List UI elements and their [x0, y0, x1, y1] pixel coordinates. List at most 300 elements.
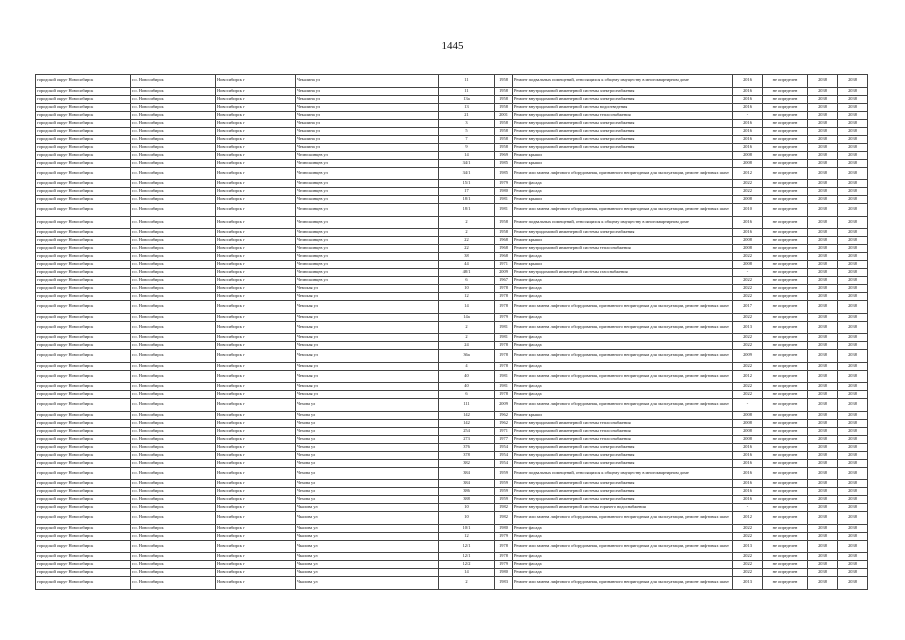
street-cell: Чекалина ул	[296, 111, 439, 119]
build-year-cell: 2009	[495, 399, 513, 412]
build-year-cell: 1959	[495, 496, 513, 504]
table-row	[36, 103, 868, 111]
municipality-cell: городской округ Новосибирск	[36, 362, 131, 370]
last-repair-year-cell: 2008	[733, 237, 763, 245]
status-cell: не определен	[763, 383, 808, 391]
status-cell: не определен	[763, 87, 808, 95]
locality-cell: Новосибирск г	[216, 143, 296, 151]
plan-end-cell: 2038	[838, 370, 868, 383]
district-cell: г.о. Новосибирск	[131, 167, 216, 180]
last-repair-year-cell: 2022	[733, 313, 763, 321]
district-cell: г.о. Новосибирск	[131, 285, 216, 293]
last-repair-year-cell: 2016	[733, 75, 763, 88]
municipality-cell: городской округ Новосибирск	[36, 435, 131, 443]
status-cell: не определен	[763, 391, 808, 399]
last-repair-year-cell: 2008	[733, 435, 763, 443]
status-cell: не определен	[763, 229, 808, 237]
table-row	[36, 135, 868, 143]
table-row	[36, 435, 868, 443]
status-cell: не определен	[763, 419, 808, 427]
house-number-cell: 142	[439, 411, 495, 419]
table-row	[36, 301, 868, 314]
district-cell: г.о. Новосибирск	[131, 277, 216, 285]
plan-start-cell: 2038	[808, 245, 838, 253]
street-cell: Чехова ул	[296, 443, 439, 451]
table-row	[36, 75, 868, 88]
municipality-cell: городской округ Новосибирск	[36, 383, 131, 391]
locality-cell: Новосибирск г	[216, 553, 296, 561]
street-cell: Челюскинцев ул	[296, 159, 439, 167]
district-cell: г.о. Новосибирск	[131, 253, 216, 261]
status-cell: не определен	[763, 569, 808, 577]
last-repair-year-cell: 2016	[733, 135, 763, 143]
table-row	[36, 204, 868, 217]
municipality-cell: городской округ Новосибирск	[36, 216, 131, 229]
status-cell: не определен	[763, 540, 808, 553]
street-cell: Чекалина ул	[296, 103, 439, 111]
plan-end-cell: 2038	[838, 561, 868, 569]
last-repair-year-cell: 2016	[733, 496, 763, 504]
build-year-cell: 1958	[495, 87, 513, 95]
work-type-cell: Ремонт фасада	[513, 285, 733, 293]
plan-start-cell: 2038	[808, 143, 838, 151]
plan-end-cell: 2038	[838, 411, 868, 419]
locality-cell: Новосибирск г	[216, 75, 296, 88]
last-repair-year-cell: 2022	[733, 285, 763, 293]
district-cell: г.о. Новосибирск	[131, 488, 216, 496]
house-number-cell: 5	[439, 127, 495, 135]
status-cell: не определен	[763, 135, 808, 143]
street-cell: Чемская ул	[296, 391, 439, 399]
district-cell: г.о. Новосибирск	[131, 383, 216, 391]
street-cell: Чкалова ул	[296, 553, 439, 561]
last-repair-year-cell: 2016	[733, 87, 763, 95]
plan-start-cell: 2038	[808, 383, 838, 391]
house-number-cell: 111	[439, 399, 495, 412]
street-cell: Челюскинцев ул	[296, 204, 439, 217]
table-row	[36, 261, 868, 269]
house-number-cell: 4	[439, 362, 495, 370]
street-cell: Чкалова ул	[296, 561, 439, 569]
locality-cell: Новосибирск г	[216, 95, 296, 103]
street-cell: Чехова ул	[296, 427, 439, 435]
locality-cell: Новосибирск г	[216, 196, 296, 204]
street-cell: Челюскинцев ул	[296, 180, 439, 188]
build-year-cell: 1981	[495, 370, 513, 383]
plan-start-cell: 2038	[808, 370, 838, 383]
status-cell: не определен	[763, 350, 808, 363]
house-number-cell: 12/1	[439, 553, 495, 561]
plan-end-cell: 2038	[838, 391, 868, 399]
status-cell: не определен	[763, 362, 808, 370]
plan-end-cell: 2038	[838, 334, 868, 342]
plan-start-cell: 2038	[808, 103, 838, 111]
plan-end-cell: 2038	[838, 285, 868, 293]
district-cell: г.о. Новосибирск	[131, 321, 216, 334]
municipality-cell: городской округ Новосибирск	[36, 143, 131, 151]
municipality-cell: городской округ Новосибирск	[36, 459, 131, 467]
build-year-cell: 1980	[495, 524, 513, 532]
status-cell: не определен	[763, 443, 808, 451]
district-cell: г.о. Новосибирск	[131, 467, 216, 480]
house-number-cell: 273	[439, 435, 495, 443]
plan-end-cell: 2038	[838, 204, 868, 217]
build-year-cell: 1968	[495, 253, 513, 261]
plan-start-cell: 2038	[808, 391, 838, 399]
table-row	[36, 496, 868, 504]
district-cell: г.о. Новосибирск	[131, 229, 216, 237]
build-year-cell: 1954	[495, 451, 513, 459]
street-cell: Чехова ул	[296, 488, 439, 496]
table-row	[36, 111, 868, 119]
plan-start-cell: 2038	[808, 435, 838, 443]
last-repair-year-cell: 2008	[733, 151, 763, 159]
work-type-cell: Ремонт внутридомовой инженерной системы электроснабжения	[513, 143, 733, 151]
plan-start-cell: 2038	[808, 532, 838, 540]
municipality-cell: городской округ Новосибирск	[36, 451, 131, 459]
street-cell: Чемская ул	[296, 293, 439, 301]
municipality-cell: городской округ Новосибирск	[36, 488, 131, 496]
plan-start-cell: 2038	[808, 159, 838, 167]
district-cell: г.о. Новосибирск	[131, 95, 216, 103]
work-type-cell: Ремонт внутридомовой инженерной системы горячего водоснабжения	[513, 504, 733, 512]
house-number-cell: 48/1	[439, 269, 495, 277]
district-cell: г.о. Новосибирск	[131, 532, 216, 540]
municipality-cell: городской округ Новосибирск	[36, 293, 131, 301]
house-number-cell: 382	[439, 459, 495, 467]
status-cell: не определен	[763, 321, 808, 334]
work-type-cell: Ремонт внутридомовой инженерной системы теплоснабжения	[513, 427, 733, 435]
plan-start-cell: 2038	[808, 321, 838, 334]
plan-end-cell: 2038	[838, 459, 868, 467]
status-cell: не определен	[763, 467, 808, 480]
municipality-cell: городской округ Новосибирск	[36, 301, 131, 314]
work-type-cell: Ремонт фасада	[513, 524, 733, 532]
build-year-cell: 1982	[495, 504, 513, 512]
plan-end-cell: 2038	[838, 87, 868, 95]
build-year-cell: 1958	[495, 143, 513, 151]
status-cell: не определен	[763, 151, 808, 159]
house-number-cell: 13	[439, 103, 495, 111]
street-cell: Чемская ул	[296, 362, 439, 370]
plan-end-cell: 2038	[838, 524, 868, 532]
plan-start-cell: 2038	[808, 488, 838, 496]
municipality-cell: городской округ Новосибирск	[36, 127, 131, 135]
locality-cell: Новосибирск г	[216, 411, 296, 419]
build-year-cell: 1979	[495, 180, 513, 188]
table-row	[36, 532, 868, 540]
last-repair-year-cell: 2008	[733, 159, 763, 167]
plan-end-cell: 2038	[838, 419, 868, 427]
municipality-cell: городской округ Новосибирск	[36, 151, 131, 159]
build-year-cell: 1980	[495, 188, 513, 196]
district-cell: г.о. Новосибирск	[131, 196, 216, 204]
work-type-cell: Ремонт внутридомовой инженерной системы электроснабжения	[513, 459, 733, 467]
street-cell: Чемская ул	[296, 321, 439, 334]
work-type-cell: Ремонт фасада	[513, 188, 733, 196]
table-row	[36, 127, 868, 135]
locality-cell: Новосибирск г	[216, 151, 296, 159]
table-row	[36, 196, 868, 204]
table-row	[36, 229, 868, 237]
work-type-cell: Ремонт внутридомовой инженерной системы водоотведения	[513, 103, 733, 111]
plan-end-cell: 2038	[838, 159, 868, 167]
table-row	[36, 459, 868, 467]
status-cell: не определен	[763, 167, 808, 180]
street-cell: Чекалина ул	[296, 87, 439, 95]
plan-start-cell: 2038	[808, 443, 838, 451]
status-cell: не определен	[763, 313, 808, 321]
district-cell: г.о. Новосибирск	[131, 459, 216, 467]
street-cell: Чемская ул	[296, 285, 439, 293]
build-year-cell: 1971	[495, 261, 513, 269]
build-year-cell: 1968	[495, 245, 513, 253]
plan-end-cell: 2038	[838, 512, 868, 525]
work-type-cell: Ремонт внутридомовой инженерной системы электроснабжения	[513, 135, 733, 143]
locality-cell: Новосибирск г	[216, 443, 296, 451]
last-repair-year-cell: 2022	[733, 293, 763, 301]
street-cell: Чкалова ул	[296, 569, 439, 577]
municipality-cell: городской округ Новосибирск	[36, 504, 131, 512]
last-repair-year-cell: 2008	[733, 196, 763, 204]
status-cell: не определен	[763, 427, 808, 435]
locality-cell: Новосибирск г	[216, 350, 296, 363]
build-year-cell: 1958	[495, 127, 513, 135]
plan-end-cell: 2038	[838, 237, 868, 245]
work-type-cell: Ремонт крыши	[513, 237, 733, 245]
last-repair-year-cell: 2016	[733, 95, 763, 103]
street-cell: Чкалова ул	[296, 577, 439, 590]
work-type-cell: Ремонт внутридомовой инженерной системы электроснабжения	[513, 443, 733, 451]
house-number-cell: 254	[439, 427, 495, 435]
status-cell: не определен	[763, 277, 808, 285]
last-repair-year-cell: 2016	[733, 443, 763, 451]
district-cell: г.о. Новосибирск	[131, 301, 216, 314]
plan-end-cell: 2038	[838, 480, 868, 488]
plan-start-cell: 2038	[808, 135, 838, 143]
municipality-cell: городской округ Новосибирск	[36, 159, 131, 167]
status-cell: не определен	[763, 504, 808, 512]
last-repair-year-cell: 2022	[733, 524, 763, 532]
house-number-cell: 142	[439, 419, 495, 427]
plan-end-cell: 2038	[838, 321, 868, 334]
plan-end-cell: 2038	[838, 253, 868, 261]
status-cell: не определен	[763, 103, 808, 111]
work-type-cell: Ремонт фасада	[513, 561, 733, 569]
work-type-cell: Ремонт подвальных помещений, относящихся к общему имуществу в многоквартирном доме	[513, 216, 733, 229]
table-row	[36, 512, 868, 525]
plan-start-cell: 2038	[808, 350, 838, 363]
municipality-cell: городской округ Новосибирск	[36, 95, 131, 103]
last-repair-year-cell: 2016	[733, 480, 763, 488]
municipality-cell: городской округ Новосибирск	[36, 321, 131, 334]
locality-cell: Новосибирск г	[216, 427, 296, 435]
table-row	[36, 524, 868, 532]
district-cell: г.о. Новосибирск	[131, 540, 216, 553]
status-cell: не определен	[763, 577, 808, 590]
work-type-cell: Ремонт или замена лифтового оборудования, признанного непригодным для эксплуатации, ремонт лифтовых шахт	[513, 167, 733, 180]
table-row	[36, 95, 868, 103]
last-repair-year-cell: 2008	[733, 419, 763, 427]
table-row	[36, 159, 868, 167]
last-repair-year-cell: 2022	[733, 277, 763, 285]
street-cell: Челюскинцев ул	[296, 216, 439, 229]
status-cell: не определен	[763, 111, 808, 119]
plan-start-cell: 2038	[808, 451, 838, 459]
municipality-cell: городской округ Новосибирск	[36, 245, 131, 253]
last-repair-year-cell: 2008	[733, 427, 763, 435]
table-row	[36, 293, 868, 301]
last-repair-year-cell: -	[733, 111, 763, 119]
status-cell: не определен	[763, 261, 808, 269]
street-cell: Челюскинцев ул	[296, 261, 439, 269]
district-cell: г.о. Новосибирск	[131, 451, 216, 459]
plan-end-cell: 2038	[838, 399, 868, 412]
locality-cell: Новосибирск г	[216, 362, 296, 370]
plan-start-cell: 2038	[808, 512, 838, 525]
work-type-cell: Ремонт подвальных помещений, относящихся к общему имуществу в многоквартирном доме	[513, 75, 733, 88]
municipality-cell: городской округ Новосибирск	[36, 180, 131, 188]
street-cell: Чехова ул	[296, 451, 439, 459]
status-cell: не определен	[763, 127, 808, 135]
table-row	[36, 216, 868, 229]
locality-cell: Новосибирск г	[216, 293, 296, 301]
plan-end-cell: 2038	[838, 313, 868, 321]
house-number-cell: 14	[439, 151, 495, 159]
plan-end-cell: 2038	[838, 293, 868, 301]
municipality-cell: городской округ Новосибирск	[36, 87, 131, 95]
plan-start-cell: 2038	[808, 362, 838, 370]
locality-cell: Новосибирск г	[216, 383, 296, 391]
house-number-cell: 2	[439, 334, 495, 342]
house-number-cell: 386	[439, 488, 495, 496]
work-type-cell: Ремонт фасада	[513, 334, 733, 342]
table-row	[36, 443, 868, 451]
plan-end-cell: 2038	[838, 488, 868, 496]
build-year-cell: 1977	[495, 435, 513, 443]
work-type-cell: Ремонт внутридомовой инженерной системы электроснабжения	[513, 87, 733, 95]
build-year-cell: 1967	[495, 277, 513, 285]
street-cell: Чехова ул	[296, 411, 439, 419]
build-year-cell: 1978	[495, 301, 513, 314]
last-repair-year-cell: 2022	[733, 532, 763, 540]
district-cell: г.о. Новосибирск	[131, 313, 216, 321]
status-cell: не определен	[763, 334, 808, 342]
municipality-cell: городской округ Новосибирск	[36, 261, 131, 269]
street-cell: Челюскинцев ул	[296, 188, 439, 196]
plan-start-cell: 2038	[808, 301, 838, 314]
house-number-cell: 22	[439, 245, 495, 253]
last-repair-year-cell: 2022	[733, 253, 763, 261]
locality-cell: Новосибирск г	[216, 261, 296, 269]
plan-end-cell: 2038	[838, 245, 868, 253]
municipality-cell: городской округ Новосибирск	[36, 411, 131, 419]
table-row	[36, 87, 868, 95]
work-type-cell: Ремонт внутридомовой инженерной системы теплоснабжения	[513, 245, 733, 253]
last-repair-year-cell: 2016	[733, 143, 763, 151]
district-cell: г.о. Новосибирск	[131, 237, 216, 245]
last-repair-year-cell: 2022	[733, 569, 763, 577]
municipality-cell: городской округ Новосибирск	[36, 427, 131, 435]
district-cell: г.о. Новосибирск	[131, 480, 216, 488]
plan-end-cell: 2038	[838, 435, 868, 443]
work-type-cell: Ремонт крыши	[513, 411, 733, 419]
status-cell: не определен	[763, 370, 808, 383]
work-type-cell: Ремонт фасада	[513, 383, 733, 391]
municipality-cell: городской округ Новосибирск	[36, 419, 131, 427]
plan-end-cell: 2038	[838, 569, 868, 577]
plan-end-cell: 2038	[838, 135, 868, 143]
plan-start-cell: 2038	[808, 119, 838, 127]
build-year-cell: 1981	[495, 383, 513, 391]
district-cell: г.о. Новосибирск	[131, 180, 216, 188]
plan-start-cell: 2038	[808, 467, 838, 480]
street-cell: Чкалова ул	[296, 512, 439, 525]
work-type-cell: Ремонт крыши	[513, 159, 733, 167]
build-year-cell: 1978	[495, 540, 513, 553]
house-number-cell: 15/1	[439, 180, 495, 188]
locality-cell: Новосибирск г	[216, 488, 296, 496]
work-type-cell: Ремонт или замена лифтового оборудования, признанного непригодным для эксплуатации, ремонт лифтовых шахт	[513, 577, 733, 590]
table-row	[36, 188, 868, 196]
table-row	[36, 119, 868, 127]
house-number-cell: 378	[439, 451, 495, 459]
work-type-cell: Ремонт фасада	[513, 362, 733, 370]
build-year-cell: 1958	[495, 229, 513, 237]
build-year-cell: 1954	[495, 443, 513, 451]
street-cell: Челюскинцев ул	[296, 196, 439, 204]
work-type-cell: Ремонт подвальных помещений, относящихся к общему имуществу в многоквартирном доме	[513, 467, 733, 480]
build-year-cell: 1971	[495, 427, 513, 435]
municipality-cell: городской округ Новосибирск	[36, 167, 131, 180]
locality-cell: Новосибирск г	[216, 480, 296, 488]
locality-cell: Новосибирск г	[216, 391, 296, 399]
district-cell: г.о. Новосибирск	[131, 111, 216, 119]
plan-end-cell: 2038	[838, 269, 868, 277]
work-type-cell: Ремонт внутридомовой инженерной системы электроснабжения	[513, 496, 733, 504]
house-number-cell: 2	[439, 229, 495, 237]
last-repair-year-cell: -	[733, 399, 763, 412]
table-row	[36, 488, 868, 496]
house-number-cell: 388	[439, 496, 495, 504]
table-row	[36, 151, 868, 159]
locality-cell: Новосибирск г	[216, 313, 296, 321]
street-cell: Чемская ул	[296, 313, 439, 321]
house-number-cell: 10/1	[439, 524, 495, 532]
last-repair-year-cell: 2022	[733, 180, 763, 188]
status-cell: не определен	[763, 451, 808, 459]
table-row	[36, 321, 868, 334]
last-repair-year-cell: 2013	[733, 540, 763, 553]
last-repair-year-cell: 2022	[733, 553, 763, 561]
status-cell: не определен	[763, 285, 808, 293]
municipality-cell: городской округ Новосибирск	[36, 532, 131, 540]
house-number-cell: 18/1	[439, 196, 495, 204]
last-repair-year-cell: 2022	[733, 383, 763, 391]
plan-start-cell: 2038	[808, 87, 838, 95]
status-cell: не определен	[763, 553, 808, 561]
table-row	[36, 577, 868, 590]
build-year-cell: 1978	[495, 285, 513, 293]
locality-cell: Новосибирск г	[216, 569, 296, 577]
municipality-cell: городской округ Новосибирск	[36, 569, 131, 577]
house-number-cell: 376	[439, 443, 495, 451]
locality-cell: Новосибирск г	[216, 269, 296, 277]
house-number-cell: 14а	[439, 313, 495, 321]
plan-start-cell: 2038	[808, 480, 838, 488]
municipality-cell: городской округ Новосибирск	[36, 253, 131, 261]
locality-cell: Новосибирск г	[216, 370, 296, 383]
